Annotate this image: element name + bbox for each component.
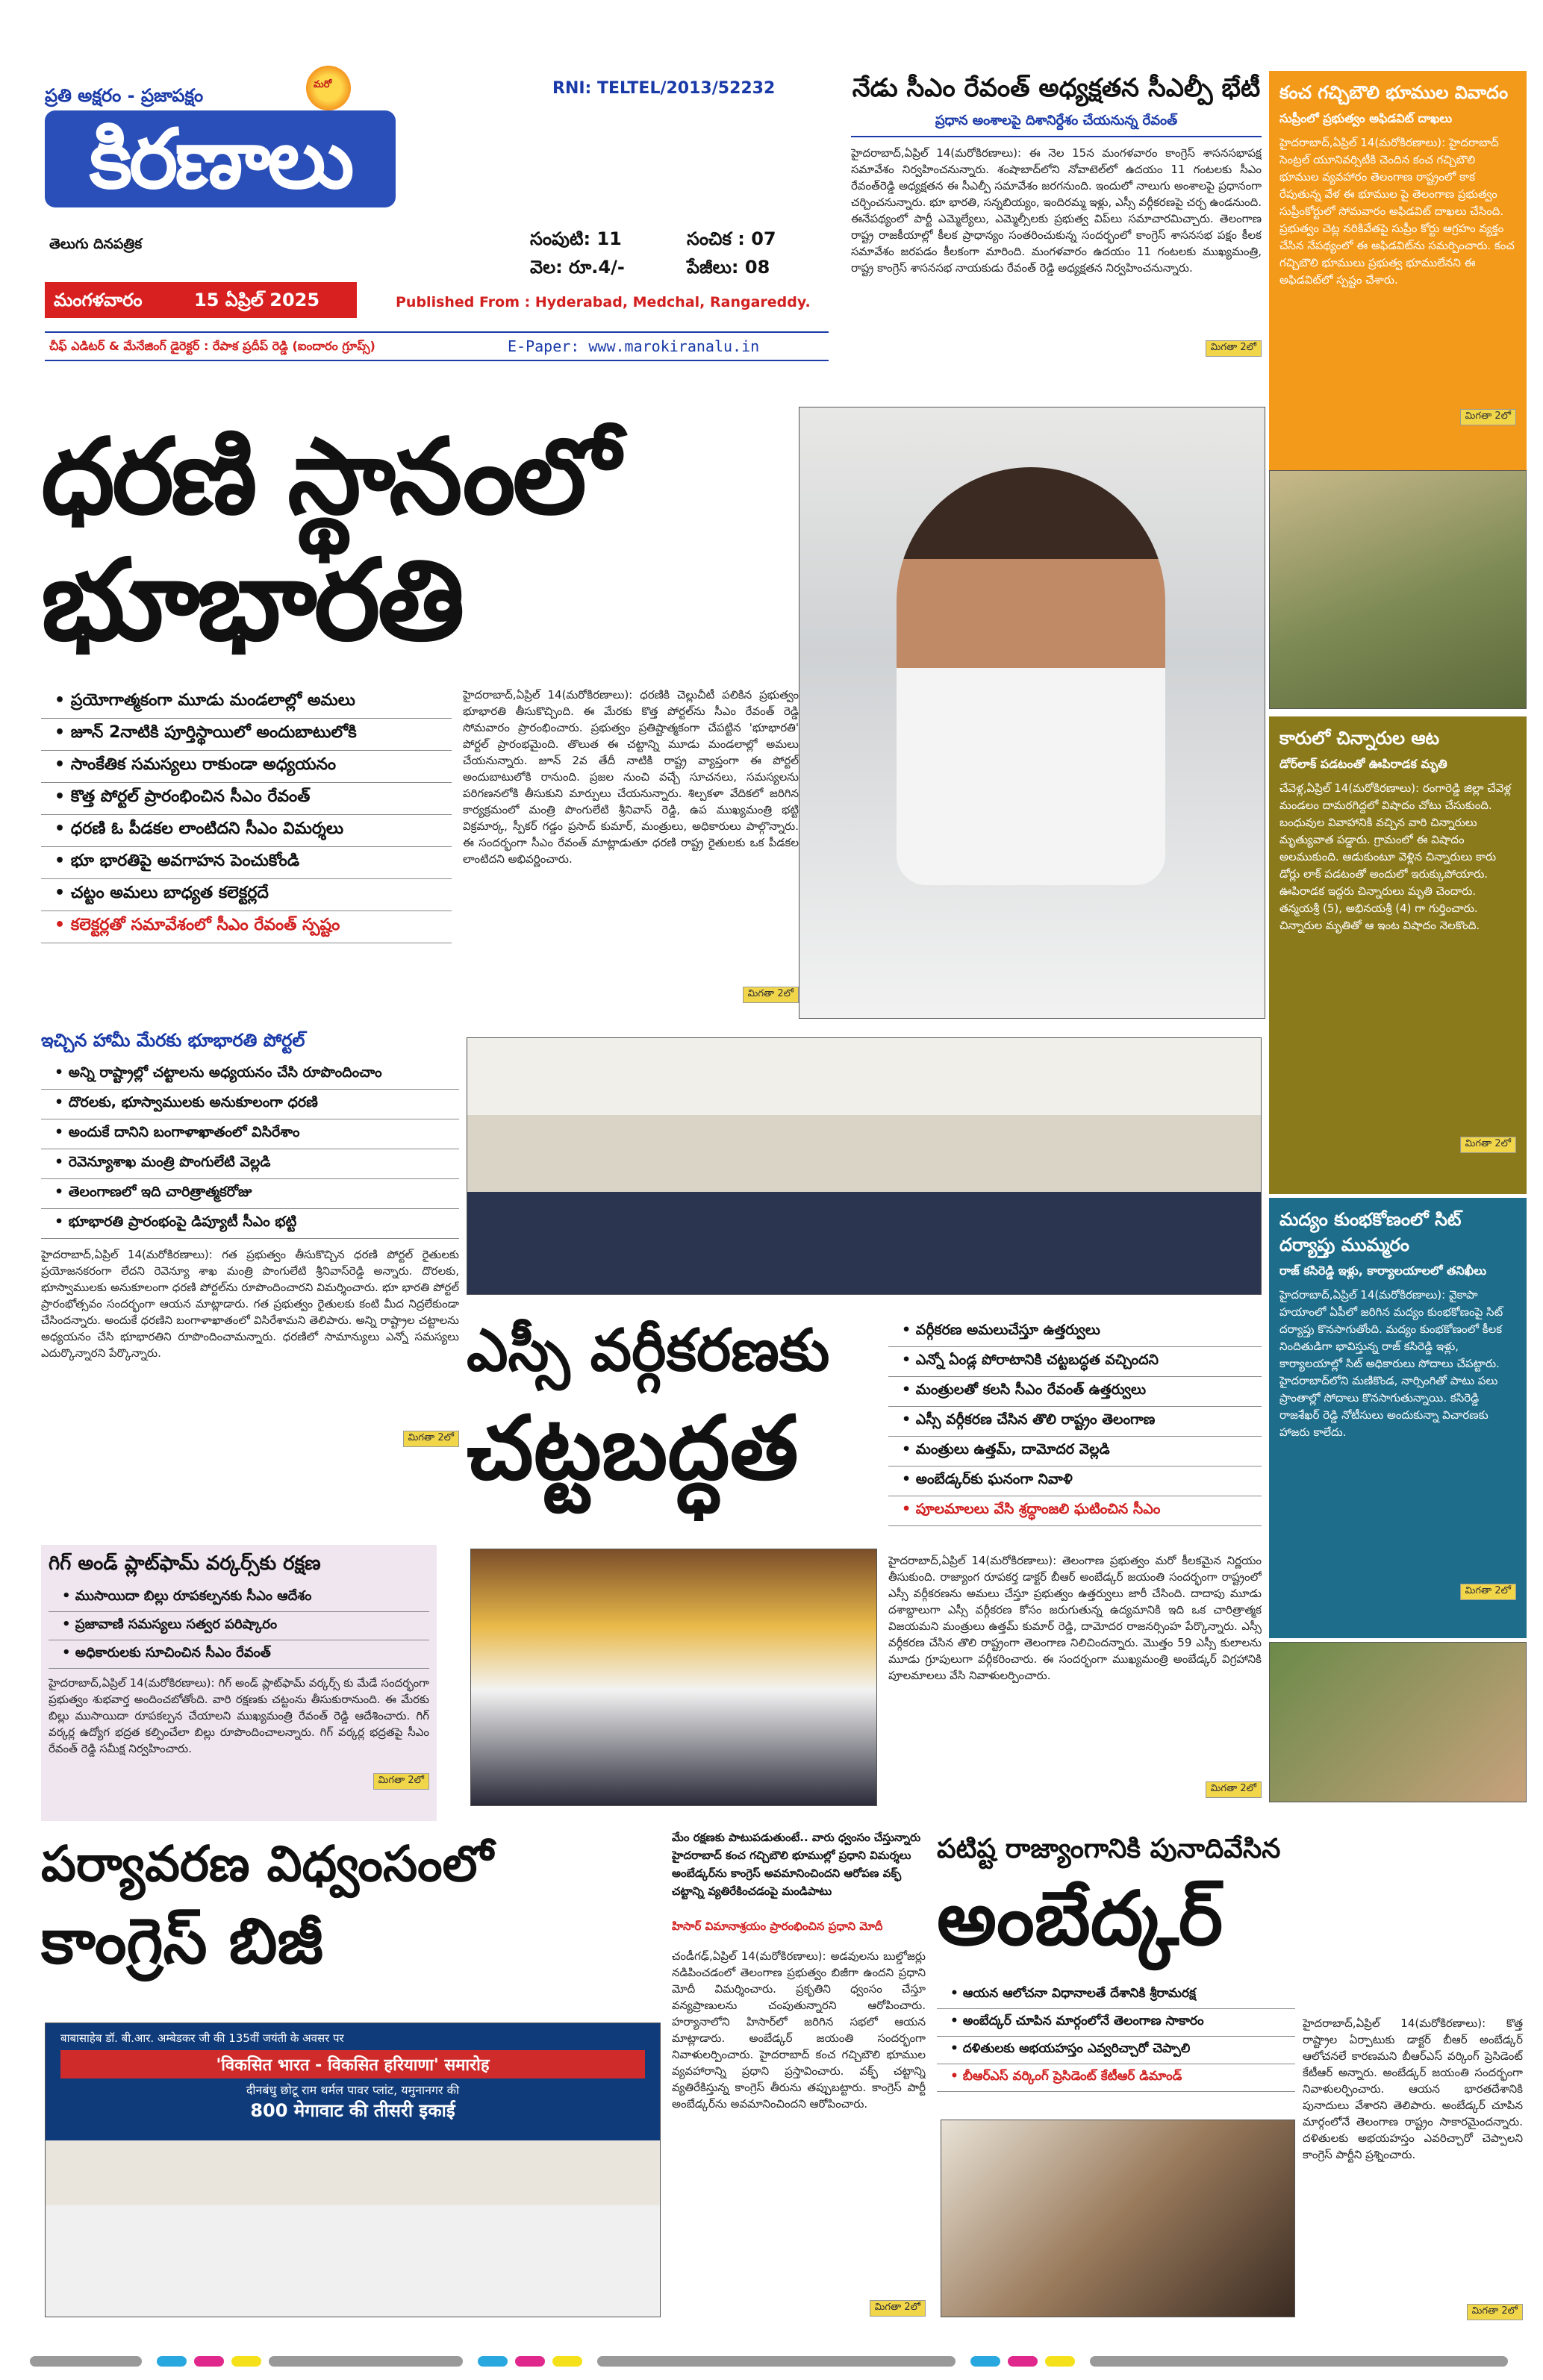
car-more[interactable]: మిగతా 2లో xyxy=(1460,1137,1516,1153)
main-headline-line2: భూభారతి xyxy=(41,536,462,666)
editor-strip xyxy=(45,331,829,361)
env-more[interactable]: మిగతా 2లో xyxy=(870,2300,926,2317)
kancha-sub: సుప్రీంలో ప్రభుత్వం అఫిడవిట్ దాఖలు xyxy=(1279,111,1453,125)
liquor-box xyxy=(1269,1198,1527,1638)
portal-more[interactable]: మిగతా 2లో xyxy=(403,1431,459,1447)
main-bullet: • సాంకేతిక సమస్యలు రాకుండా అధ్యయనం xyxy=(41,751,452,783)
car-body: చేవెళ్ల,ఏప్రిల్ 14(మరోకిరణాలు): రంగారెడ్డి జిల్లా చేవెళ్ల మండలం దామరగిద్దలో విషాదం చోటు చేసుకుంది. బంధువుల వివాహానికి వచ్చిన వారి చిన్నారులు మృత్యువాత పడ్డారు. గ్రామంలో ఈ విషాదం అలముకుంది. ఆడుకుంటూ వెళ్లిన చిన్నారులు కారు డోర్లు లాక్ పడటంతో అందులో ఇరుక్కుపోయారు. ఊపిరాడక ఇద్దరు చిన్నారులు మృతి చెందారు. తన్మయశ్రీ (5), అభినయశ్రీ (4) గా గుర్తించారు. చిన్నారుల మృతితో ఆ ఇంట విషాదం నెలకొంది. xyxy=(1279,781,1512,932)
banner-line1: बाबासाहेब डॉ. बी.आर. अम्बेडकर जी की 135वीं जयंती के अवसर पर xyxy=(60,2031,344,2045)
ambedkar-more[interactable]: మిగతా 2లో xyxy=(1467,2304,1523,2320)
main-bullet: • చట్టం అమలు బాధ్యత కలెక్టర్లదే xyxy=(41,879,452,911)
ambedkar-headline xyxy=(937,1828,1519,1978)
main-bullet: • ప్రయోగాత్మకంగా మూడు మండలాల్లో అమలు xyxy=(41,687,452,719)
portal-story xyxy=(41,1030,459,1537)
main-bullets xyxy=(41,687,452,943)
gig-more[interactable]: మిగతా 2లో xyxy=(373,1773,429,1790)
sc-headline-line2: చట్టబద్ధత xyxy=(467,1396,799,1499)
day: మంగళవారం xyxy=(54,290,143,310)
clp-body: హైదరాబాద్,ఏప్రిల్ 14(మరోకిరణాలు): ఈ నెల 15న మంగళవారం కాంగ్రెస్ శాసనసభాపక్ష సమావేశం నిర్వహించనున్నారు. శంషాబాద్‌లోని నోవాటెల్‌లో ఉదయం 11 గంటలకు సీఎం రేవంత్‌రెడ్డి అధ్యక్షతన ఈ సీఎల్పీ సమావేశం జరగనుంది. ఇందులో నాలుగు అంశాలపై ప్రధానంగా చర్చించనున్నారు. భూ భారతి, సన్నబియ్యం, ఇందిరమ్మ ఇళ్లు, ఎస్సీ వర్గీకరణపై చర్చ ఉండనుంది. ఈనేపథ్యంలో పార్టీ ఎమ్మెల్యేలు, ఎమ్మెల్సీలకు ప్రభుత్వ విప్‌లు సమాచారమిచ్చారు. తెలంగాణ రాష్ట్ర రాజకీయాల్లో కీలక ప్రాధాన్యం సంతరించుకున్న సందర్భంలో కాంగ్రెస్ శాసనసభ పక్షం కీలక సమావేశం జరపడం కీలకంగా మారింది. మంగళవారం ఉదయం 11 గంటలకు ముఖ్యమంత్రి, రాష్ట్ర కాంగ్రెస్ శాసనసభ నాయకుడు రేవంత్ రెడ్డి అధ్యక్షతన నిర్వహించనున్నారు. xyxy=(851,146,1262,275)
kancha-more[interactable]: మిగతా 2లో xyxy=(1460,409,1516,425)
portal-body: హైదరాబాద్,ఏప్రిల్ 14(మరోకిరణాలు): గత ప్రభుత్వం తీసుకొచ్చిన ధరణి పోర్టల్ రైతులకు ప్రయోజనకరంగా లేదని రెవెన్యూ శాఖ మంత్రి పొంగులేటి శ్రీనివాస్‌రెడ్డి అన్నారు. దొరలకు, భూస్వాములకు అనుకూలంగా ధరణి పోర్టల్‌ను రూపొందించారని విమర్శించారు. భూ భారతి పోర్టల్ ప్రారంభోత్సవం సందర్భంగా ఆయన మాట్లాడారు. గత ప్రభుత్వం రైతులకు కంటి మీద నిద్రలేకుండా చేసిందన్నారు. అందుకే ధరణిని బంగాళాఖాతంలో విసిరేశామని తెలిపారు. అన్ని రాష్ట్రాల చట్టాలను అధ్యయనం చేసి భూభారతిని రూపొందించామన్నారు. ధరణిలో సామాన్యులు ఎన్నో సమస్యలు ఎదుర్కొన్నారని పేర్కొన్నారు. xyxy=(41,1248,459,1360)
banner-line4: 800 मेगावाट की तीसरी इकाई xyxy=(250,2100,455,2121)
epaper-link[interactable]: E-Paper: www.marokiranalu.in xyxy=(508,337,760,355)
main-bullet: • కలెక్టర్లతో సమావేశంలో సీఎం రేవంత్ స్పష్టం xyxy=(41,911,452,943)
portal-bullet: • తెలంగాణలో ఇది చారిత్రాత్మకరోజు xyxy=(41,1179,459,1209)
env-body-col xyxy=(672,1948,926,2329)
main-bullet: • భూ భారతిపై అవగాహన పెంచుకోండి xyxy=(41,847,452,879)
ambedkar-headline-line2: అంబేద్కర్ xyxy=(937,1875,1224,1962)
reg-mark xyxy=(1008,2356,1038,2367)
reg-mark xyxy=(970,2356,1000,2367)
tagline: ప్రతి అక్షరం - ప్రజాపక్షం xyxy=(45,85,204,106)
sc-headline-line1: ఎస్సీ వర్గీకరణకు xyxy=(467,1317,830,1384)
reg-mark xyxy=(478,2356,508,2367)
reg-mark xyxy=(231,2356,261,2367)
clp-headline: నేడు సీఎం రేవంత్ అధ్యక్షతన సీఎల్పీ భేటీ xyxy=(852,73,1261,103)
kancha-body: హైదరాబాద్,ఏప్రిల్ 14(మరోకిరణాలు): హైదరాబాద్ సెంట్రల్ యూనివర్సిటీకి చెందిన కంచ గచ్చిబౌలి భూముల వ్యవహారం తెలంగాణ రాష్ట్రంలో కాక రేపుతున్న వేళ ఈ భూముల పై తెలంగాణ ప్రభుత్వం సుప్రీంకోర్టులో సోమవారం అఫిడవిట్ దాఖలు చేసింది. ప్రభుత్వం చెట్ల నరికివేతపై సుప్రీం కోర్టు ఆగ్రహం వ్యక్తం చేసిన నేపథ్యంలో ఈ అఫిడవిట్‌ను సమర్పించారు. కంచ గచ్చిబౌలి భూములు ప్రభుత్వ భూములేనని ఈ అఫిడవిట్‌లో స్పష్టం చేశారు. xyxy=(1279,136,1515,287)
main-more[interactable]: మిగతా 2లో xyxy=(743,987,799,1003)
main-bullet: • ధరణి ఓ పీడకల లాంటిదని సీఎం విమర్శలు xyxy=(41,815,452,847)
editor-credit: చీఫ్ ఎడిటర్ & మేనేజింగ్ డైరెక్టర్ : రేపాక ప్రదీప్ రెడ్డి (ఐందారం గ్రూప్స్) xyxy=(49,339,375,353)
banner-line2: 'विकसित भारत - विकसित हरियाणा' समारोह xyxy=(60,2050,645,2078)
ktr-tribute-photo xyxy=(941,2120,1295,2317)
registration-bar xyxy=(0,2343,1543,2380)
logo-sun-icon xyxy=(306,66,351,110)
portal-bullet: • అన్ని రాష్ట్రాల్లో చట్టాలను అధ్యయనం చేసి రూపొందించాం xyxy=(41,1060,459,1090)
sc-bullet: • పూలమాలలు వేసి శ్రద్ధాంజలి ఘటించిన సీఎం xyxy=(888,1496,1262,1526)
env-body: చండీగఢ్,ఏప్రిల్ 14(మరోకిరణాలు): అడవులను బుల్డోజర్లు నడిపించడంలో తెలంగాణ ప్రభుత్వం బిజీగా ఉందని ప్రధాని మోదీ విమర్శించారు. ప్రకృతిని ధ్వంసం చేస్తూ వన్యప్రాణులను చంపుతున్నారని ఆరోపించారు. హర్యానాలోని హిసార్‌లో జరిగిన సభలో ఆయన మాట్లాడారు. అంబేడ్కర్ జయంతి సందర్భంగా నివాళులర్పించారు. హైదరాబాద్ కంచ గచ్చిబౌలి భూముల వ్యవహారాన్ని ప్రధాని ప్రస్తావించారు. వక్ఫ్ చట్టాన్ని వ్యతిరేకిస్తున్న కాంగ్రెస్ తీరును తప్పుబట్టారు. కాంగ్రెస్ పార్టీ అంబేడ్కర్‌ను అవమానించిందని ఆరోపించారు. xyxy=(672,1949,926,2111)
liquor-sub: రాజ్ కసిరెడ్డి ఇళ్లు, కార్యాలయాలలో తనిఖీలు xyxy=(1279,1264,1487,1278)
kancha-box xyxy=(1269,71,1527,511)
reg-mark xyxy=(552,2356,582,2367)
reg-mark xyxy=(1090,2356,1508,2367)
ambedkar-bullet: • బీఆర్ఎస్ వర్కింగ్ ప్రెసిడెంట్ కేటీఆర్ డిమాండ్ xyxy=(937,2064,1295,2092)
gig-bullet: • అధికారులకు సూచించిన సీఎం రేవంత్ xyxy=(49,1640,429,1669)
liquor-title: మద్యం కుంభకోణంలో సిట్ దర్యాప్తు ముమ్మరం xyxy=(1279,1209,1462,1255)
reg-mark xyxy=(597,2356,956,2367)
car-sub: డోర్‌లాక్ పడటంతో ఊపిరాడక మృతి xyxy=(1279,757,1447,771)
liquor-body: హైదరాబాద్,ఏప్రిల్ 14(మరోకిరణాలు): వైకాపా హయాంలో ఏపీలో జరిగిన మద్యం కుంభకోణంపై సిట్ దర్యాప్తు కొనసాగుతోంది. మద్యం కుంభకోణంలో కీలక నిందితుడిగా భావిస్తున్న రాజ్ కసిరెడ్డి ఇళ్లు, కార్యాలయాల్లో సిట్ అధికారులు సోదాలు చేపట్టారు. హైదరాబాద్‌లోని మణికొండ, నార్సింగితో పాటు పలు ప్రాంతాల్లో సోదాలు కొనసాగుతున్నాయి. కసిరెడ్డి రాజశేఖర్ రెడ్డి నోటీసులు అందుకున్నా విచారణకు హాజరు కాలేదు. xyxy=(1279,1288,1503,1439)
volume: సంపుటి: 11 xyxy=(530,228,622,249)
pages: పేజీలు: 08 xyxy=(687,257,770,278)
sc-body-col xyxy=(888,1552,1262,1806)
reg-mark xyxy=(515,2356,545,2367)
cm-portrait xyxy=(897,467,1165,885)
reg-mark xyxy=(194,2356,224,2367)
env-intro: మేం రక్షణకు పాటుపడుతుంటే.. వారు ధ్వంసం చేస్తున్నారు హైదరాబాద్ కంచ గచ్చిబౌలి భూముల్లో ప్రధాని విమర్శలు అంబేడ్కర్‌ను కాంగ్రెస్ అవమానించిందని ఆరోపణ వక్ఫ్ చట్టాన్ని వ్యతిరేకించడంపై మండిపాటు xyxy=(672,1831,921,1898)
gig-story xyxy=(41,1545,437,1821)
ambedkar-bullet: • అంబేద్కర్ చూపిన మార్గంలోనే తెలంగాణ సాకారం xyxy=(937,2009,1295,2037)
gig-bullet: • ముసాయిదా బిల్లు రూపకల్పనకు సీఎం ఆదేశం xyxy=(49,1584,429,1612)
clp-subhead: ప్రధాన అంశాలపై దిశానిర్దేశం చేయనున్న రేవంత్ xyxy=(851,113,1262,137)
main-headline xyxy=(41,418,847,672)
logo-badge: మరో xyxy=(314,79,332,90)
main-bullet: • జూన్ 2నాటికి పూర్తిస్థాయిలో అందుబాటులోకి xyxy=(41,719,452,751)
date-bar xyxy=(45,282,357,318)
sc-headline xyxy=(467,1310,885,1556)
sc-bullet: • వర్గీకరణ అమలుచేస్తూ ఉత్తర్వులు xyxy=(888,1317,1262,1347)
ambedkar-body: హైదరాబాద్,ఏప్రిల్ 14(మరోకిరణాలు): కొత్త రాష్ట్రాల ఏర్పాటుకు డాక్టర్ బీఆర్ అంబేడ్కర్ ఆలోచనలే కారణమని బీఆర్ఎస్ వర్కింగ్ ప్రెసిడెంట్ కేటీఆర్ అన్నారు. అంబేడ్కర్ జయంతి సందర్భంగా నివాళులర్పించారు. ఆయన భారతదేశానికి పునాదులు వేశారని తెలిపారు. అంబేడ్కర్ చూపిన మార్గంలోనే తెలంగాణ రాష్ట్రం సాకారమైందన్నారు. దళితులకు అభయహస్తం ఎవరిచ్చారో చెప్పాలని కాంగ్రెస్ పార్టీని ప్రశ్నించారు. xyxy=(1303,2017,1523,2161)
sc-bullet: • ఎస్సీ వర్గీకరణ చేసిన తొలి రాష్ట్రం తెలంగాణ xyxy=(888,1407,1262,1437)
price: వెల: రూ.4/- xyxy=(530,257,625,278)
sc-body: హైదరాబాద్,ఏప్రిల్ 14(మరోకిరణాలు): తెలంగాణ ప్రభుత్వం మరో కీలకమైన నిర్ణయం తీసుకుంది. రాజ్యాంగ రూపకర్త డాక్టర్ బీఆర్ అంబేడ్కర్ జయంతి సందర్భంగా రాష్ట్రంలో ఎస్సీ వర్గీకరణను అమలు చేస్తూ ప్రభుత్వం ఉత్తర్వులు జారీ చేసింది. దాదాపు మూడు దశాబ్దాలుగా ఎస్సీ వర్గీకరణ కోసం జరుగుతున్న ఉద్యమానికి ఇది ఒక చారిత్రాత్మక విజయమని మంత్రులు ఉత్తమ్ కుమార్ రెడ్డి, దామోదర రాజనర్సింహ పేర్కొన్నారు. ఎస్సీ వర్గీకరణ చేసిన తొలి రాష్ట్రంగా తెలంగాణ నిలిచిందన్నారు. మొత్తం 59 ఎస్సీ కులాలను మూడు గ్రూపులుగా వర్గీకరించారు. ఈ సందర్భంగా ముఖ్యమంత్రి అంబేడ్కర్ విగ్రహానికి పూలమాలలు వేసి నివాళులర్పించారు. xyxy=(888,1554,1262,1682)
gig-body: హైదరాబాద్,ఏప్రిల్ 14(మరోకిరణాలు): గిగ్ అండ్ ప్లాట్‌ఫామ్ వర్కర్స్ కు మేడే సందర్భంగా ప్రభుత్వం శుభవార్త అందించబోతోంది. వారి రక్షణకు చట్టంను తీసుకురానుంది. ఈ మేరకు బిల్లు ముసాయిదా రూపకల్పన చేయాలని ముఖ్యమంత్రి రేవంత్ రెడ్డి ఆదేశించారు. గిగ్ వర్కర్ల ఉద్యోగ భద్రత కల్పించేలా బిల్లు రూపొందించాలన్నారు. గిగ్ వర్కర్ల భద్రతపై సీఎం రేవంత్ రెడ్డి సమీక్ష నిర్వహించారు. xyxy=(49,1676,429,1755)
masthead xyxy=(45,66,829,409)
env-intro-col xyxy=(672,1828,926,1936)
cm-revanth-photo xyxy=(799,407,1265,1019)
ambedkar-body-col xyxy=(1303,2015,1523,2329)
banner-line3: दीनबंधु छोटू राम थर्मल पावर प्लांट, यमुनानगर की xyxy=(246,2083,460,2097)
logo: కిరణాలు xyxy=(45,110,396,207)
env-highlight: హిసార్ విమానాశ్రయం ప్రారంభించిన ప్రధాని మోదీ xyxy=(672,1920,883,1933)
main-body: హైదరాబాద్,ఏప్రిల్ 14(మరోకిరణాలు): ధరణికి చెల్లుచీటీ పలికిన ప్రభుత్వం భూభారతి తీసుకొచ్చింది. ఈ మేరకు కొత్త పోర్టల్‌ను సీఎం రేవంత్ రెడ్డి సోమవారం ప్రారంభించారు. ప్రభుత్వం ప్రతిష్టాత్మకంగా చేపట్టిన 'భూభారతి' పోర్టల్ ప్రారంభమైంది. తొలుత ఈ చట్టాన్ని మూడు మండలాల్లో అమలు చేయనున్నారు. జూన్ 2వ తేదీ నాటికి రాష్ట్ర వ్యాప్తంగా ఈ పోర్టల్ అందుబాటులోకి రానుంది. ప్రజల నుంచి వచ్చే సూచనలు, సమస్యలను పరిగణనలోకి తీసుకుని మార్పులు చేయనున్నారు. శిల్పకళా వేదికలో జరిగిన కార్యక్రమంలో మంత్రి పొంగులేటి శ్రీనివాస్ రెడ్డి, ఉప ముఖ్యమంత్రి భట్టి విక్రమార్క, స్పీకర్ గడ్డం ప్రసాద్ కుమార్, మంత్రులు, అధికారులు పాల్గొన్నారు. ఈ సందర్భంగా సీఎం రేవంత్ మాట్లాడుతూ ధరణి రాష్ట్ర రైతులకు ఒక పీడకల లాంటిదని అభివర్ణించారు. xyxy=(463,688,799,866)
kancha-land-photo xyxy=(1269,470,1527,709)
env-headline xyxy=(41,1828,661,2015)
kancha-title: కంచ గచ్చిబౌలి భూముల వివాదం xyxy=(1279,82,1509,103)
ambedkar-tribute-photo xyxy=(470,1549,877,1806)
sc-bullets xyxy=(888,1317,1262,1526)
clp-story xyxy=(851,71,1262,399)
env-headline-line1: పర్యావరణ విధ్వంసంలో xyxy=(41,1835,493,1893)
modi-banner-photo xyxy=(45,2023,661,2317)
ambedkar-headline-line1: పటిష్ట రాజ్యాంగానికి పునాదివేసిన xyxy=(937,1834,1281,1864)
sc-bullet: • అంబేడ్కర్‌కు ఘనంగా నివాళి xyxy=(888,1467,1262,1496)
sc-bullet: • మంత్రులతో కలసి సీఎం రేవంత్ ఉత్తర్వులు xyxy=(888,1377,1262,1407)
reg-mark xyxy=(157,2356,187,2367)
ambedkar-bullets xyxy=(937,1981,1295,2092)
ambedkar-bullet: • దళితులకు అభయహస్తం ఎవ్వరిచ్చారో చెప్పాలి xyxy=(937,2037,1295,2064)
reg-mark xyxy=(269,2356,463,2367)
env-headline-line2: కాంగ్రెస్ బిజీ xyxy=(41,1905,323,1978)
portal-bullet: • భూభారతి ప్రారంభంపై డిప్యూటీ సీఎం భట్టి xyxy=(41,1209,459,1239)
date: 15 ఏప్రిల్ 2025 xyxy=(194,290,320,310)
ambedkar-bullet: • ఆయన ఆలోచనా విధానాలతే దేశానికి శ్రీరామరక్ష xyxy=(937,1981,1295,2009)
liquor-more[interactable]: మిగతా 2లో xyxy=(1460,1584,1516,1600)
gig-bullet: • ప్రజావాణి సమస్యలు సత్వర పరిష్కారం xyxy=(49,1612,429,1640)
kasireddy-photo xyxy=(1269,1642,1527,1802)
sc-ordinance-group-photo xyxy=(467,1037,1262,1295)
clp-more[interactable]: మిగతా 2లో xyxy=(1206,340,1262,357)
main-headline-line1: ధరణి స్థానంలో xyxy=(41,416,617,538)
reg-mark xyxy=(1045,2356,1075,2367)
issue: సంచిక : 07 xyxy=(687,228,776,249)
portal-headline: ఇచ్చిన హామీ మేరకు భూభారతి పోర్టల్ xyxy=(41,1030,305,1051)
car-box xyxy=(1269,716,1527,1194)
portal-bullet: • రెవెన్యూశాఖ మంత్రి పొంగులేటి వెల్లడి xyxy=(41,1149,459,1179)
sc-more[interactable]: మిగతా 2లో xyxy=(1206,1781,1262,1798)
car-title: కారులో చిన్నారుల ఆట xyxy=(1279,728,1440,749)
portal-bullet: • అందుకే దానిని బంగాళాఖాతంలో విసిరేశాం xyxy=(41,1119,459,1149)
main-bullet: • కొత్త పోర్టల్ ప్రారంభించిన సీఎం రేవంత్ xyxy=(41,783,452,815)
gig-headline: గిగ్ అండ్ ప్లాట్‌ఫామ్ వర్కర్స్‌కు రక్షణ xyxy=(49,1552,321,1575)
sc-bullet: • మంత్రులు ఉత్తమ్, దామోదర వెల్లడి xyxy=(888,1437,1262,1467)
portal-bullet: • దొరలకు, భూస్వాములకు అనుకూలంగా ధరణి xyxy=(41,1090,459,1119)
rni-number: RNI: TELTEL/2013/52232 xyxy=(552,79,776,98)
telugu-daily: తెలుగు దినపత్రిక xyxy=(49,236,143,252)
main-body-col xyxy=(463,687,799,1015)
sc-bullet: • ఎన్నో ఏండ్ల పోరాటానికి చట్టబద్ధత వచ్చిందని xyxy=(888,1347,1262,1377)
published-from: Published From : Hyderabad, Medchal, Rangareddy. xyxy=(396,294,811,310)
reg-mark xyxy=(30,2356,142,2367)
